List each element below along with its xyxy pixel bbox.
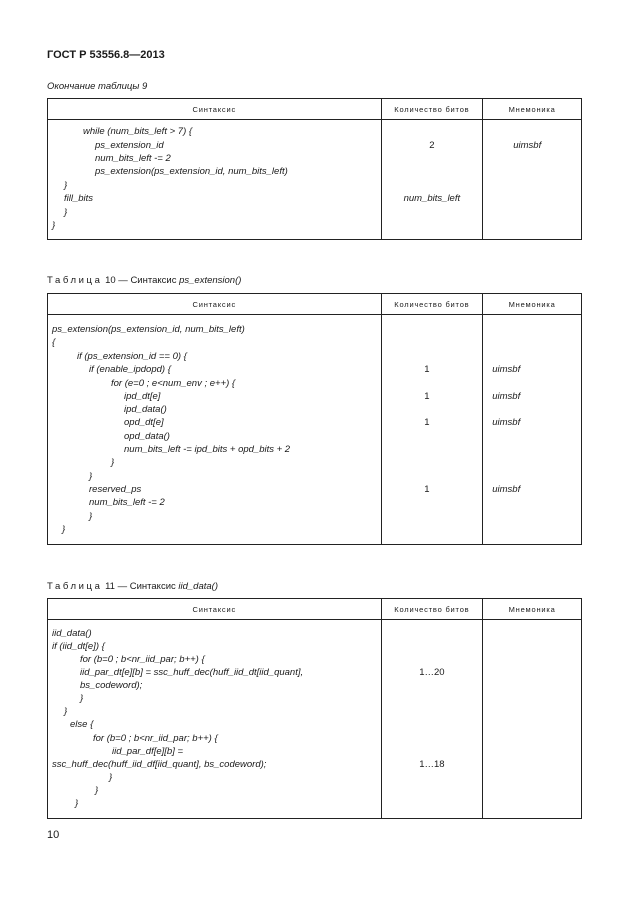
syntax-line: ps_extension(ps_extension_id, num_bits_left) xyxy=(95,166,288,177)
syntax-line: if (ps_extension_id == 0) { xyxy=(77,351,187,362)
syntax-line: } xyxy=(89,471,93,482)
syntax-line: ipd_dt[e] xyxy=(124,391,161,402)
syntax-line: bs_codeword); xyxy=(80,680,143,691)
syntax-line: } xyxy=(75,798,79,809)
header-mnemonic: Мнемоника xyxy=(483,599,582,620)
syntax-line: } xyxy=(80,693,84,704)
table10 xyxy=(47,293,582,545)
syntax-line: } xyxy=(64,207,68,218)
header-bits: Количество битов xyxy=(381,99,483,120)
document-id: ГОСТ Р 53556.8—2013 xyxy=(47,49,165,61)
bits-value: 1 xyxy=(424,417,430,428)
table9 xyxy=(47,98,582,240)
syntax-line: if (iid_dt[e]) { xyxy=(52,641,105,652)
header-mnemonic: Мнемоника xyxy=(483,99,582,120)
syntax-line: for (b=0 ; b<nr_iid_par; b++) { xyxy=(93,733,218,744)
bits-value: 1…18 xyxy=(419,759,445,770)
bits-value: 1 xyxy=(424,364,430,375)
table11 xyxy=(47,598,582,819)
bits-value: 1…20 xyxy=(419,667,445,678)
header-bits: Количество битов xyxy=(381,294,483,315)
table11-caption-text: 11 — Синтаксис xyxy=(102,581,179,592)
header-syntax: Синтаксис xyxy=(48,294,382,315)
mnemonic-value: uimsbf xyxy=(492,417,521,428)
table11-caption-func: iid_data() xyxy=(178,581,218,592)
table11-caption xyxy=(47,581,218,592)
table10-header-row xyxy=(48,294,582,315)
header-bits: Количество битов xyxy=(381,599,483,620)
syntax-line: ps_extension_id xyxy=(95,140,164,151)
syntax-line: } xyxy=(64,706,68,717)
table10-caption-text: 10 — Синтаксис xyxy=(102,275,180,286)
page-number: 10 xyxy=(47,829,60,841)
table9-caption: Окончание таблицы 9 xyxy=(47,81,148,92)
syntax-line: } xyxy=(95,785,99,796)
syntax-line: } xyxy=(109,772,113,783)
syntax-line: } xyxy=(62,524,66,535)
table10-body-row xyxy=(48,315,582,545)
bits-value: 1 xyxy=(424,391,430,402)
syntax-line: for (b=0 ; b<nr_iid_par; b++) { xyxy=(80,654,205,665)
bits-value: num_bits_left xyxy=(403,193,461,204)
table10-caption-prefix: Таблица xyxy=(47,275,103,286)
syntax-line: while (num_bits_left > 7) { xyxy=(83,126,193,137)
syntax-line: for (e=0 ; e<num_env ; e++) { xyxy=(111,378,236,389)
syntax-line: num_bits_left -= ipd_bits + opd_bits + 2 xyxy=(124,444,291,455)
syntax-line: } xyxy=(64,180,68,191)
syntax-line: } xyxy=(111,457,115,468)
table10-caption-func: ps_extension() xyxy=(179,275,242,286)
syntax-line: { xyxy=(52,337,56,348)
syntax-line: num_bits_left -= 2 xyxy=(89,497,165,508)
table9-body-row xyxy=(48,120,582,240)
syntax-line: opd_data() xyxy=(124,431,170,442)
mnemonic-value: uimsbf xyxy=(492,391,521,402)
header-syntax: Синтаксис xyxy=(48,99,382,120)
syntax-line: ssc_huff_dec(huff_iid_df[iid_quant], bs_codeword); xyxy=(52,759,267,770)
syntax-line: } xyxy=(52,220,56,231)
table11-body-row xyxy=(48,620,582,819)
table10-caption xyxy=(47,275,241,286)
syntax-line: } xyxy=(89,511,93,522)
mnemonic-value: uimsbf xyxy=(492,484,521,495)
syntax-line: if (enable_ipdopd) { xyxy=(89,364,171,375)
syntax-line: fill_bits xyxy=(64,193,94,204)
syntax-line: ipd_data() xyxy=(124,404,167,415)
table9-header-row xyxy=(48,99,582,120)
syntax-line: iid_par_dt[e][b] = ssc_huff_dec(huff_iid_dt[iid_quant], xyxy=(80,667,304,678)
header-syntax: Синтаксис xyxy=(48,599,382,620)
syntax-line: iid_par_df[e][b] = xyxy=(112,746,184,757)
mnemonic-value: uimsbf xyxy=(513,140,542,151)
bits-value: 1 xyxy=(424,484,430,495)
header-mnemonic: Мнемоника xyxy=(483,294,582,315)
syntax-line: else { xyxy=(70,719,94,730)
syntax-line: iid_data() xyxy=(52,628,92,639)
syntax-line: num_bits_left -= 2 xyxy=(95,153,171,164)
syntax-line: opd_dt[e] xyxy=(124,417,164,428)
syntax-line: reserved_ps xyxy=(89,484,142,495)
mnemonic-value: uimsbf xyxy=(492,364,521,375)
syntax-line: ps_extension(ps_extension_id, num_bits_left) xyxy=(52,324,245,335)
table11-header-row xyxy=(48,599,582,620)
table11-caption-prefix: Таблица xyxy=(47,581,103,592)
bits-value: 2 xyxy=(429,140,435,151)
